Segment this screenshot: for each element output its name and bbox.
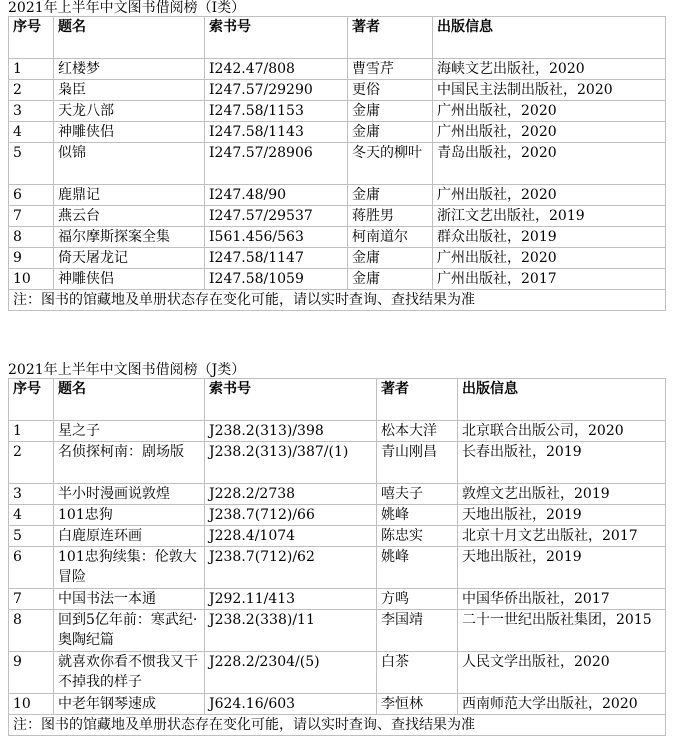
cell-call-number: J238.2(338)/11 xyxy=(205,610,377,652)
table-row xyxy=(9,694,666,715)
cell-index: 7 xyxy=(9,589,54,610)
table-row xyxy=(9,610,666,652)
cell-publication: 二十一世纪出版社集团，2015 xyxy=(458,610,666,652)
cell-publication: 广州出版社，2020 xyxy=(433,101,666,122)
cell-title: 就喜欢你看不惯我又干不掉我的样子 xyxy=(54,652,205,694)
cell-title: 101忠狗续集：伦敦大冒险 xyxy=(54,547,205,589)
table-caption: 2021年上半年中文图书借阅榜（I类） xyxy=(8,0,246,16)
cell-index: 5 xyxy=(9,526,54,547)
table-note: 注：图书的馆藏地及单册状态存在变化可能，请以实时查询、查找结果为准 xyxy=(9,290,666,311)
header-publication: 出版信息 xyxy=(458,379,666,421)
cell-call-number: J228.4/1074 xyxy=(205,526,377,547)
table-note-row xyxy=(9,290,666,311)
cell-title: 鹿鼎记 xyxy=(54,185,205,206)
cell-call-number: I247.58/1143 xyxy=(205,122,348,143)
cell-publication: 浙江文艺出版社，2019 xyxy=(433,206,666,227)
cell-index: 9 xyxy=(9,652,54,694)
cell-index: 4 xyxy=(9,122,54,143)
table-row xyxy=(9,442,666,484)
table-header-row xyxy=(9,17,666,59)
cell-author: 金庸 xyxy=(348,185,433,206)
cell-title: 白鹿原连环画 xyxy=(54,526,205,547)
cell-call-number: I247.57/29537 xyxy=(205,206,348,227)
table-row xyxy=(9,269,666,290)
cell-publication: 广州出版社，2020 xyxy=(433,185,666,206)
cell-publication: 天地出版社，2019 xyxy=(458,547,666,589)
cell-call-number: J228.2/2304/(5) xyxy=(205,652,377,694)
cell-title: 中老年钢琴速成 xyxy=(54,694,205,715)
cell-author: 李恒林 xyxy=(377,694,458,715)
cell-title: 中国书法一本通 xyxy=(54,589,205,610)
cell-publication: 北京十月文艺出版社，2017 xyxy=(458,526,666,547)
cell-index: 2 xyxy=(9,442,54,484)
cell-index: 10 xyxy=(9,694,54,715)
cell-publication: 广州出版社，2020 xyxy=(433,248,666,269)
table-row xyxy=(9,80,666,101)
cell-call-number: I561.456/563 xyxy=(205,227,348,248)
cell-author: 白茶 xyxy=(377,652,458,694)
table-row xyxy=(9,484,666,505)
cell-index: 10 xyxy=(9,269,54,290)
cell-author: 陈忠实 xyxy=(377,526,458,547)
cell-index: 2 xyxy=(9,80,54,101)
cell-title: 燕云台 xyxy=(54,206,205,227)
cell-author: 冬天的柳叶 xyxy=(348,143,433,185)
cell-author: 更俗 xyxy=(348,80,433,101)
cell-publication: 群众出版社，2019 xyxy=(433,227,666,248)
cell-publication: 海峡文艺出版社，2020 xyxy=(433,59,666,80)
header-author: 著者 xyxy=(377,379,458,421)
cell-index: 6 xyxy=(9,185,54,206)
table-note-row xyxy=(9,715,666,736)
table-section-i xyxy=(8,0,666,311)
table-row xyxy=(9,122,666,143)
table-row xyxy=(9,143,666,185)
table-row xyxy=(9,526,666,547)
cell-publication: 广州出版社，2020 xyxy=(433,122,666,143)
cell-title: 半小时漫画说敦煌 xyxy=(54,484,205,505)
cell-author: 曹雪芹 xyxy=(348,59,433,80)
cell-index: 1 xyxy=(9,421,54,442)
cell-call-number: I247.57/28906 xyxy=(205,143,348,185)
table-note: 注：图书的馆藏地及单册状态存在变化可能，请以实时查询、查找结果为准 xyxy=(9,715,666,736)
cell-index: 3 xyxy=(9,484,54,505)
cell-publication: 人民文学出版社，2020 xyxy=(458,652,666,694)
cell-title: 倚天屠龙记 xyxy=(54,248,205,269)
cell-call-number: I242.47/808 xyxy=(205,59,348,80)
cell-call-number: J238.7(712)/62 xyxy=(205,547,377,589)
cell-call-number: J238.7(712)/66 xyxy=(205,505,377,526)
header-index: 序号 xyxy=(9,17,54,59)
cell-call-number: J624.16/603 xyxy=(205,694,377,715)
cell-publication: 广州出版社，2017 xyxy=(433,269,666,290)
cell-author: 柯南道尔 xyxy=(348,227,433,248)
cell-title: 天龙八部 xyxy=(54,101,205,122)
cell-author: 姚峰 xyxy=(377,505,458,526)
cell-title: 101忠狗 xyxy=(54,505,205,526)
cell-publication: 长春出版社，2019 xyxy=(458,442,666,484)
header-publication: 出版信息 xyxy=(433,17,666,59)
cell-call-number: J238.2(313)/387/(1) xyxy=(205,442,377,484)
cell-index: 6 xyxy=(9,547,54,589)
cell-author: 金庸 xyxy=(348,248,433,269)
cell-publication: 天地出版社，2019 xyxy=(458,505,666,526)
table-row xyxy=(9,589,666,610)
cell-author: 金庸 xyxy=(348,122,433,143)
cell-index: 8 xyxy=(9,610,54,652)
cell-title: 回到5亿年前：寒武纪·奥陶纪篇 xyxy=(54,610,205,652)
cell-author: 金庸 xyxy=(348,101,433,122)
cell-author: 金庸 xyxy=(348,269,433,290)
cell-title: 名侦探柯南：剧场版 xyxy=(54,442,205,484)
cell-publication: 中国民主法制出版社，2020 xyxy=(433,80,666,101)
table-row xyxy=(9,547,666,589)
header-title: 题名 xyxy=(54,17,205,59)
table-row xyxy=(9,421,666,442)
cell-publication: 西南师范大学出版社，2020 xyxy=(458,694,666,715)
table-caption: 2021年上半年中文图书借阅榜（J类） xyxy=(8,362,246,378)
borrowing-rank-table-i xyxy=(8,16,666,311)
table-row xyxy=(9,248,666,269)
borrowing-rank-table-j xyxy=(8,378,666,736)
cell-title: 神雕侠侣 xyxy=(54,269,205,290)
cell-index: 1 xyxy=(9,59,54,80)
cell-author: 李国靖 xyxy=(377,610,458,652)
cell-call-number: J228.2/2738 xyxy=(205,484,377,505)
cell-call-number: I247.48/90 xyxy=(205,185,348,206)
cell-call-number: J292.11/413 xyxy=(205,589,377,610)
table-row xyxy=(9,227,666,248)
cell-title: 红楼梦 xyxy=(54,59,205,80)
table-row xyxy=(9,206,666,227)
cell-publication: 中国华侨出版社，2017 xyxy=(458,589,666,610)
table-row xyxy=(9,59,666,80)
cell-index: 5 xyxy=(9,143,54,185)
cell-author: 蒋胜男 xyxy=(348,206,433,227)
header-index: 序号 xyxy=(9,379,54,421)
table-row xyxy=(9,505,666,526)
cell-author: 姚峰 xyxy=(377,547,458,589)
cell-index: 3 xyxy=(9,101,54,122)
cell-call-number: I247.58/1147 xyxy=(205,248,348,269)
cell-index: 4 xyxy=(9,505,54,526)
cell-title: 星之子 xyxy=(54,421,205,442)
cell-title: 枭臣 xyxy=(54,80,205,101)
cell-author: 方鸣 xyxy=(377,589,458,610)
cell-index: 7 xyxy=(9,206,54,227)
cell-title: 神雕侠侣 xyxy=(54,122,205,143)
header-author: 著者 xyxy=(348,17,433,59)
cell-publication: 青岛出版社，2020 xyxy=(433,143,666,185)
cell-index: 8 xyxy=(9,227,54,248)
cell-call-number: J238.2(313)/398 xyxy=(205,421,377,442)
table-section-j xyxy=(8,362,666,736)
table-header-row xyxy=(9,379,666,421)
cell-publication: 敦煌文艺出版社，2019 xyxy=(458,484,666,505)
header-call-number: 索书号 xyxy=(205,379,377,421)
cell-author: 青山刚昌 xyxy=(377,442,458,484)
cell-author: 嘻夫子 xyxy=(377,484,458,505)
cell-call-number: I247.58/1153 xyxy=(205,101,348,122)
cell-call-number: I247.57/29290 xyxy=(205,80,348,101)
cell-publication: 北京联合出版公司，2020 xyxy=(458,421,666,442)
cell-title: 福尔摩斯探案全集 xyxy=(54,227,205,248)
table-row xyxy=(9,185,666,206)
cell-call-number: I247.58/1059 xyxy=(205,269,348,290)
cell-index: 9 xyxy=(9,248,54,269)
table-row xyxy=(9,652,666,694)
header-title: 题名 xyxy=(54,379,205,421)
cell-title: 似锦 xyxy=(54,143,205,185)
header-call-number: 索书号 xyxy=(205,17,348,59)
table-row xyxy=(9,101,666,122)
cell-author: 松本大洋 xyxy=(377,421,458,442)
